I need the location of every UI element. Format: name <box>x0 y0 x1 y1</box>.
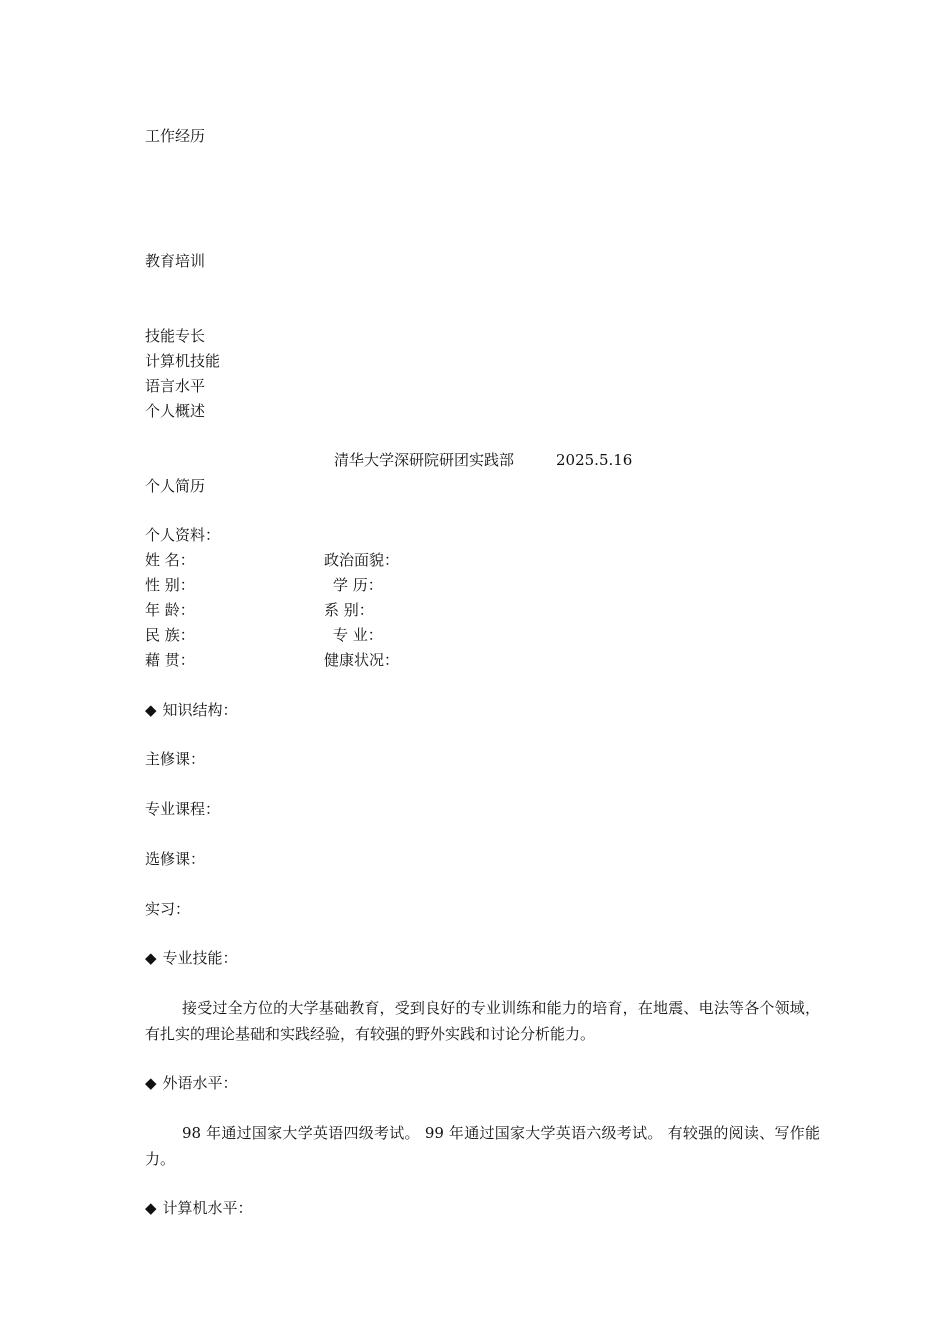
header-org: 清华大学深研院研团实践部 <box>334 451 515 469</box>
section-education-training: 教育培训 <box>145 252 206 270</box>
diamond-bullet-icon: ◆ <box>145 701 157 719</box>
info-political-label: 政治面貌： <box>324 551 400 569</box>
diamond-bullet-icon: ◆ <box>145 1074 157 1092</box>
professional-skills-text: 接受过全方位的大学基础教育，受到良好的专业训练和能力的培育，在地震、电法等各个领域，有扎实的理论基础和实践经验，有较强的野外实践和讨论分析能力。 <box>145 999 820 1043</box>
info-ethnicity-label: 民 族： <box>145 626 195 644</box>
computer-level-heading <box>145 1198 253 1218</box>
professional-skills-heading <box>145 948 238 968</box>
diamond-bullet-icon: ◆ <box>145 1199 157 1217</box>
section-personal-summary: 个人概述 <box>145 402 206 420</box>
info-health-label: 健康状况： <box>324 651 400 669</box>
professional-skills-heading-label: 专业技能： <box>162 949 238 967</box>
professional-courses-label: 专业课程： <box>145 800 221 818</box>
info-gender-label: 性 别： <box>145 576 195 594</box>
foreign-language-text: 98 年通过国家大学英语四级考试。 99 年通过国家大学英语六级考试。 有较强的阅读、写作能力。 <box>145 1124 820 1168</box>
info-age-label: 年 龄： <box>145 601 195 619</box>
info-degree-label: 学 历： <box>333 576 383 594</box>
knowledge-heading-label: 知识结构： <box>162 701 238 719</box>
header-date: 2025.5.16 <box>556 451 633 469</box>
info-name-label: 姓 名： <box>145 551 195 569</box>
info-department-label: 系 别： <box>324 601 374 619</box>
diamond-bullet-icon: ◆ <box>145 949 157 967</box>
internship-label: 实习： <box>145 900 191 918</box>
resume-title: 个人简历 <box>145 477 206 495</box>
personal-info-heading: 个人资料： <box>145 526 221 544</box>
section-language-level: 语言水平 <box>145 377 206 395</box>
section-skills: 技能专长 <box>145 327 206 345</box>
section-work-experience: 工作经历 <box>145 127 206 145</box>
elective-courses-label: 选修课： <box>145 850 206 868</box>
foreign-language-heading-label: 外语水平： <box>162 1074 238 1092</box>
section-computer-skills: 计算机技能 <box>145 352 221 370</box>
computer-level-heading-label: 计算机水平： <box>162 1199 253 1217</box>
info-origin-label: 藉 贯： <box>145 651 195 669</box>
main-courses-label: 主修课： <box>145 750 206 768</box>
foreign-language-heading <box>145 1073 238 1093</box>
info-major-label: 专 业： <box>333 626 383 644</box>
knowledge-heading <box>145 700 238 720</box>
